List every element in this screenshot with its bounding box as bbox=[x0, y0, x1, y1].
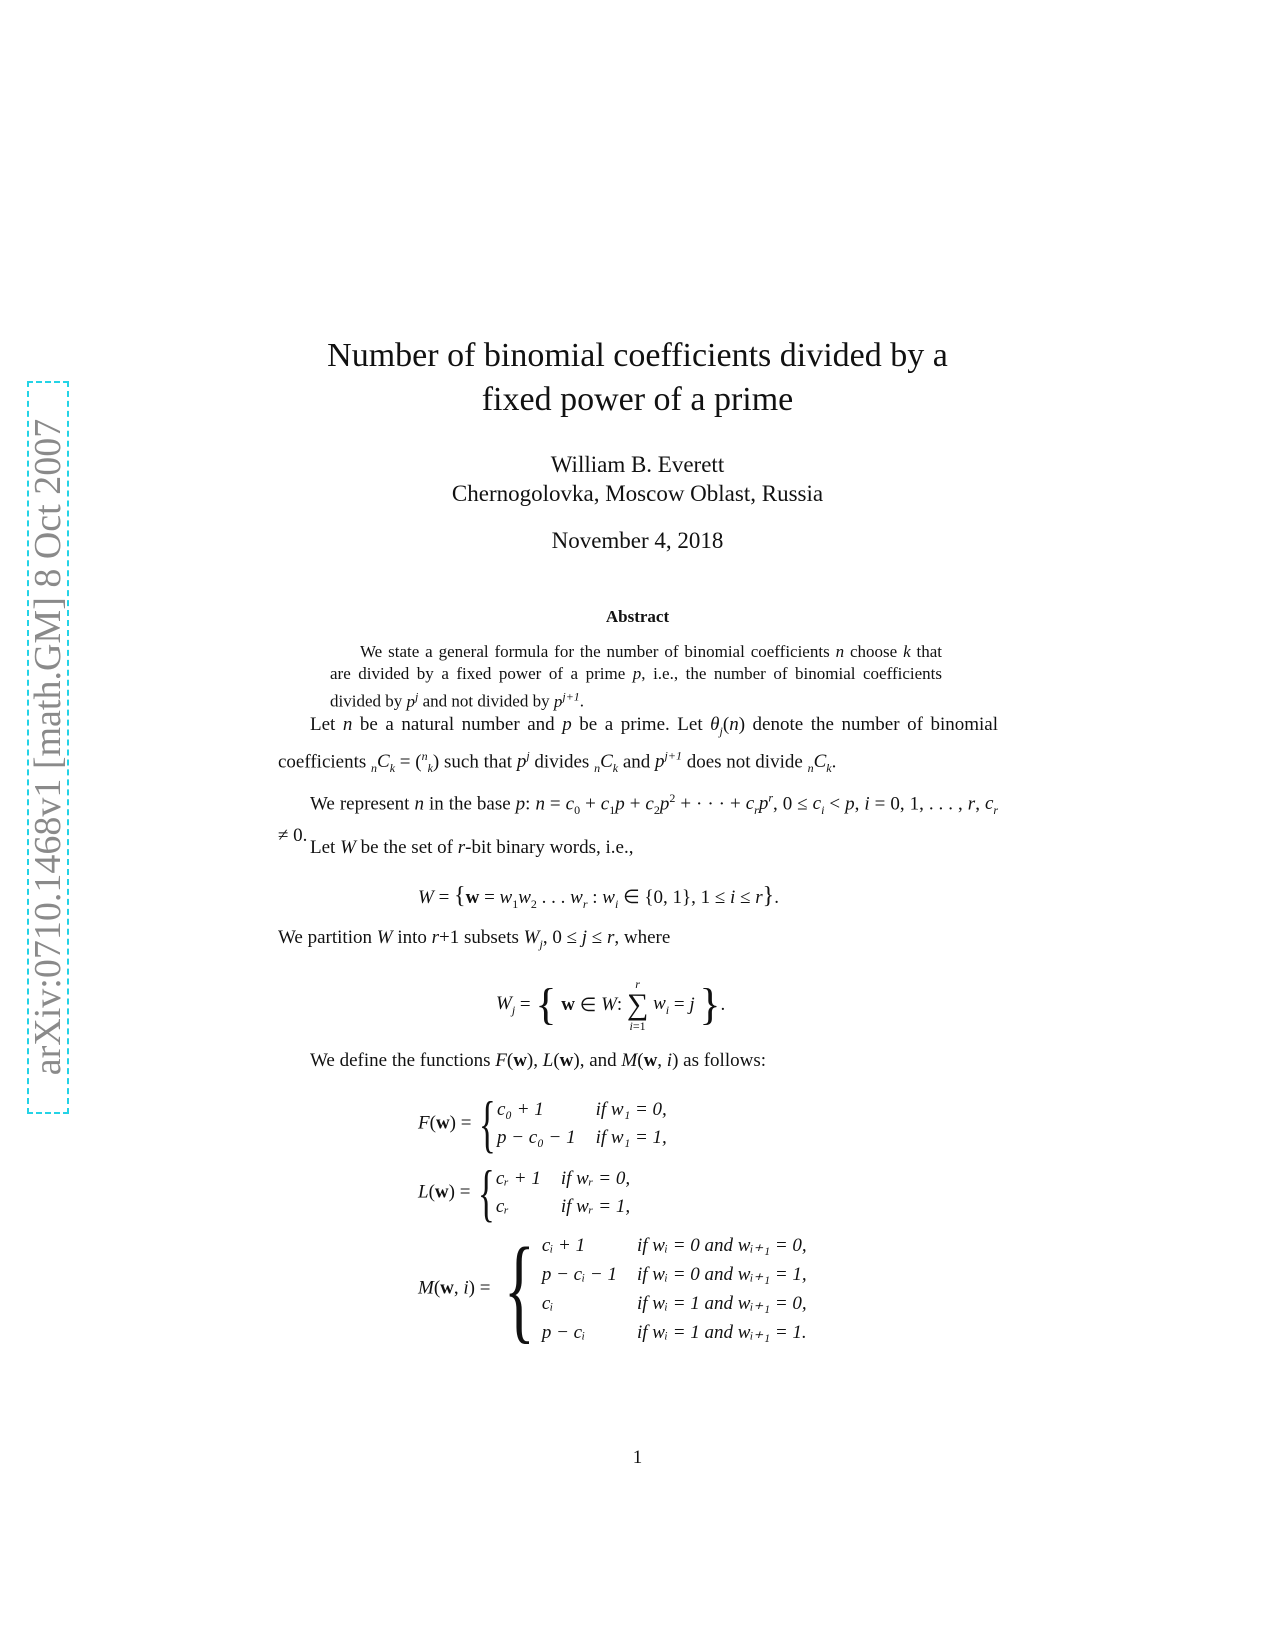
abstract-text: choose bbox=[844, 642, 904, 661]
para-text: into bbox=[392, 927, 432, 948]
case-row bbox=[542, 1260, 807, 1289]
paragraph-functions: We define the functions F(w), L(w), and M(w, i) as follows: bbox=[310, 1050, 767, 1071]
equation-Wj: $W_j$ = { w ∈ W : r ∑ i=1 $w_i$ = j } . bbox=[496, 977, 726, 1033]
title-line-1: Number of binomial coefficients divided by a bbox=[327, 337, 948, 374]
case-value: cᵢ + 1 bbox=[541, 1234, 586, 1256]
abstract-text: and not divided by bbox=[418, 691, 554, 711]
abstract-text: We state a general formula for the number of binomial coefficients bbox=[360, 642, 836, 661]
author-block bbox=[0, 450, 1275, 508]
para-text: be a natural number and bbox=[352, 714, 563, 735]
case-row bbox=[497, 1096, 667, 1124]
abstract-body: We state a general formula for the number of binomial coefficients n choose k that are divided by a fixed power of a prime p, i.e., the number of binomial coefficients divided by $p^j$ and not divided by $p^{j+1}$. bbox=[330, 642, 942, 711]
abstract-text: that are divided by a fixed power of a prime bbox=[330, 642, 942, 683]
case-value: cᵣ + 1 bbox=[495, 1168, 541, 1189]
para-text: Let bbox=[310, 837, 341, 858]
para-text: does not divide bbox=[681, 751, 808, 773]
para-text: in the base bbox=[423, 793, 516, 815]
case-value: p − cᵢ bbox=[541, 1321, 586, 1343]
para-text: We represent bbox=[310, 793, 415, 815]
author-name: William B. Everett bbox=[550, 452, 725, 477]
paragraph-words-set: Let W be the set of r-bit binary words, i.e., bbox=[310, 837, 634, 858]
paper-title bbox=[0, 334, 1275, 422]
page-number: 1 bbox=[632, 1447, 643, 1468]
case-value: cᵣ bbox=[495, 1196, 510, 1217]
para-text: We define the functions bbox=[310, 1050, 496, 1071]
paragraph-base-representation: We represent n in the base p: $n = c_0 + c_1p + c_2p^2$ + · · · + $c_rp^r$, $0 \le c_i < p$, i = 0, 1, . . . , r, $c_r \ne 0$. bbox=[278, 791, 999, 847]
para-text: denote the number of binomial coefficients bbox=[278, 714, 998, 773]
author-affiliation: Chernogolovka, Moscow Oblast, Russia bbox=[451, 481, 824, 506]
equation-W: $W = \{w = w_1w_2$ . . . $w_r$ : $w_i$ ∈ {0, 1}, 1 ≤ i ≤ r}. bbox=[418, 883, 779, 911]
para-text: such that bbox=[439, 751, 517, 773]
para-text: and bbox=[618, 751, 656, 773]
para-text: subsets bbox=[459, 927, 524, 948]
case-condition: if w₁ = 0, bbox=[595, 1099, 667, 1120]
case-condition: if w₁ = 1, bbox=[595, 1127, 667, 1148]
case-condition: if wᵣ = 1, bbox=[560, 1196, 631, 1217]
para-text: , and bbox=[579, 1050, 622, 1071]
case-value: p − c₀ − 1 bbox=[496, 1127, 576, 1148]
para-text: : bbox=[525, 793, 536, 815]
case-value: cᵢ bbox=[541, 1292, 554, 1314]
arxiv-stamp: arXiv:0710.1468v1 [math.GM] 8 Oct 2007 bbox=[27, 418, 69, 1076]
paragraph-partition: We partition W into r+1 subsets $W_j$, 0 ≤ j ≤ r, where bbox=[278, 927, 671, 951]
para-text: be the set of bbox=[355, 837, 458, 858]
paragraph-definition: Let n be a natural number and p be a prime. Let $\theta_j(n)$ denote the number of binomial coefficients $_nC_k = (^n_k)$ such that $p^j$ divides $_nC_k$ and $p^{j+1}$ does not divide $_nC_k$. bbox=[278, 714, 998, 775]
case-row bbox=[496, 1193, 630, 1221]
case-condition: if wᵢ = 1 and wᵢ₊₁ = 0, bbox=[636, 1293, 807, 1314]
abstract-text: , i.e., the number of binomial coefficients divided by bbox=[330, 664, 942, 711]
case-condition: if wᵢ = 0 and wᵢ₊₁ = 0, bbox=[636, 1235, 807, 1256]
equation-L: L(w) = { cᵣ + 1 if wᵣ = 0, cᵣ if wᵣ = 1, bbox=[418, 1157, 631, 1228]
case-row bbox=[542, 1231, 807, 1260]
abstract-heading: Abstract bbox=[605, 607, 670, 626]
case-row bbox=[542, 1289, 807, 1318]
para-text: be a prime. Let bbox=[571, 714, 711, 735]
paper-date: November 4, 2018 bbox=[551, 528, 724, 553]
case-row bbox=[497, 1124, 667, 1152]
case-row bbox=[496, 1165, 630, 1193]
para-text: Let bbox=[310, 714, 343, 735]
para-text: We partition bbox=[278, 927, 377, 948]
case-value: p − cᵢ − 1 bbox=[541, 1263, 617, 1285]
para-text: . bbox=[831, 751, 837, 773]
equation-F: F(w) = { c₀ + 1 if w₁ = 0, p − c₀ − 1 if w₁ = 1, bbox=[418, 1088, 667, 1159]
para-text: -bit binary words, i.e., bbox=[465, 837, 634, 858]
case-condition: if wᵢ = 0 and wᵢ₊₁ = 1, bbox=[636, 1264, 807, 1285]
para-text: as follows: bbox=[678, 1050, 767, 1071]
equation-M: M(w, i) = { cᵢ + 1 if wᵢ = 0 and wᵢ₊₁ = 0, p − cᵢ − 1 if wᵢ = 0 and wᵢ₊₁ = 1, cᵢ if wᵢ = 1 and wᵢ₊₁ = 0, p − cᵢ if wᵢ = 1 and wᵢ₊₁ = 1. bbox=[418, 1223, 807, 1354]
para-text: divides bbox=[529, 751, 595, 773]
para-text: , where bbox=[614, 927, 671, 948]
abstract-text: . bbox=[579, 691, 585, 711]
case-condition: if wᵣ = 0, bbox=[560, 1168, 631, 1189]
case-value: c₀ + 1 bbox=[496, 1099, 544, 1120]
case-condition: if wᵢ = 1 and wᵢ₊₁ = 1. bbox=[636, 1322, 807, 1343]
case-row bbox=[542, 1318, 807, 1347]
title-line-2: fixed power of a prime bbox=[481, 381, 794, 418]
